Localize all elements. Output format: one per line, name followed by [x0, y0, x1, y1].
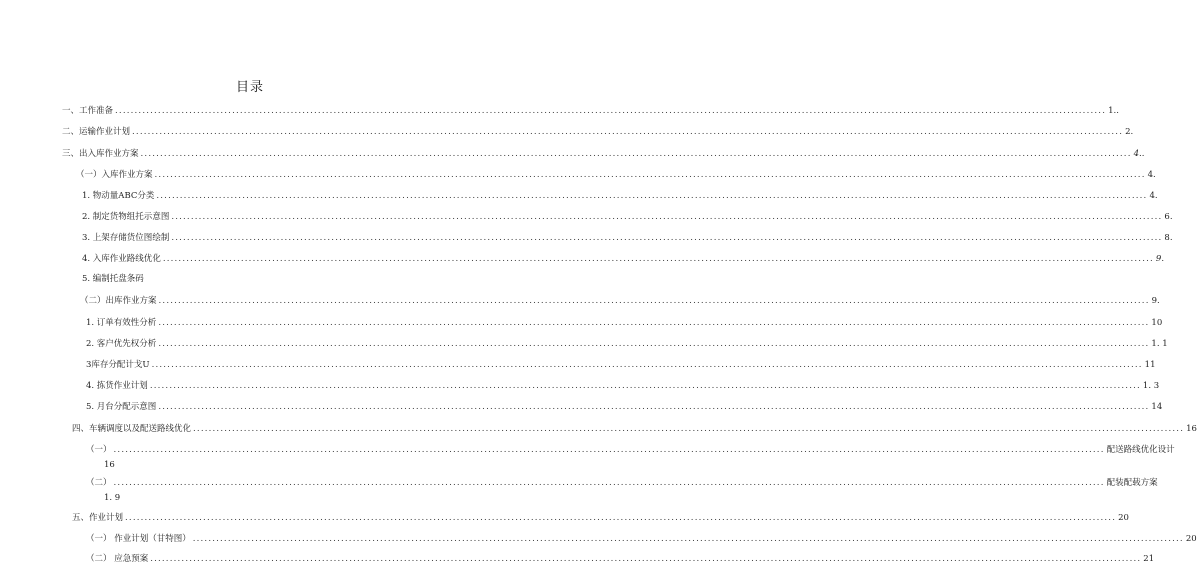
toc-entry-page: 11 [1144, 360, 1156, 370]
toc-entry[interactable] [86, 379, 1160, 393]
toc-entry-page: 1.. [1108, 106, 1119, 116]
toc-entry-label: 5. 月台分配示意图 [86, 402, 157, 412]
toc-entry-label: （一） [86, 445, 112, 455]
dot-leader: .............................................................................................................................................................................................................................................................. [154, 170, 1146, 180]
dot-leader: .............................................................................................................................................................................................................................................................. [113, 478, 1105, 488]
toc-entry-page: 10 [1151, 318, 1163, 328]
toc-entry-page: 21 [1143, 554, 1155, 564]
toc-entry-label: 五、作业计划 [72, 513, 124, 523]
toc-entry-page: 9. [1155, 254, 1165, 264]
toc-entry-title-suffix: 配装配载方案 [1106, 478, 1158, 488]
toc-entry-page: 20 [1185, 534, 1197, 544]
toc-entry[interactable] [72, 511, 1129, 525]
toc-entry-page: 4. [1147, 170, 1156, 180]
toc-entry-label: 四、车辆调度以及配送路线优化 [72, 424, 192, 434]
toc-entry[interactable] [82, 231, 1173, 245]
dot-leader: .............................................................................................................................................................................................................................................................. [162, 254, 1154, 264]
dot-leader: .............................................................................................................................................................................................................................................................. [140, 149, 1132, 159]
dot-leader: .............................................................................................................................................................................................................................................................. [115, 106, 1107, 116]
toc-entry-label: 4. 拣货作业计划 [86, 381, 148, 391]
toc-entry-title-suffix: 配送路线优化设计 [1106, 445, 1175, 455]
toc-entry-label: 4. 入库作业路线优化 [82, 254, 161, 264]
dot-leader: .............................................................................................................................................................................................................................................................. [192, 534, 1184, 544]
toc-entry[interactable] [86, 337, 1168, 351]
toc-entry-page: 1. 9 [104, 493, 121, 503]
dot-leader: .............................................................................................................................................................................................................................................................. [193, 424, 1185, 434]
toc-entry[interactable] [62, 147, 1145, 161]
toc-entry-label: （二）出库作业方案 [80, 296, 157, 306]
toc-entry-label: 2. 制定货物组托示意图 [82, 212, 170, 222]
toc-entry[interactable] [76, 168, 1156, 182]
dot-leader: .............................................................................................................................................................................................................................................................. [158, 339, 1150, 349]
toc-entry-label: 1. 订单有效性分析 [86, 318, 157, 328]
toc-entry-label: 3. 上架存储货位图绘制 [82, 233, 170, 243]
toc-entry[interactable] [86, 552, 1155, 566]
dot-leader: .............................................................................................................................................................................................................................................................. [158, 402, 1150, 412]
toc-entry-label: 三、出入库作业方案 [62, 149, 139, 159]
dot-leader: .............................................................................................................................................................................................................................................................. [158, 318, 1150, 328]
dot-leader: .............................................................................................................................................................................................................................................................. [151, 360, 1143, 370]
toc-entry-page: 16 [1186, 424, 1197, 434]
toc-entry-page: 4. [1149, 191, 1158, 201]
dot-leader: .............................................................................................................................................................................................................................................................. [113, 445, 1105, 455]
dot-leader: .............................................................................................................................................................................................................................................................. [149, 381, 1141, 391]
toc-entry[interactable] [86, 400, 1163, 414]
toc-entry-page: 2. [1125, 127, 1134, 137]
toc-entry-label: 二、运输作业计划 [62, 127, 131, 137]
toc-entry-page: 6. [1164, 212, 1173, 222]
dot-leader: .............................................................................................................................................................................................................................................................. [132, 127, 1124, 137]
dot-leader: .............................................................................................................................................................................................................................................................. [156, 191, 1148, 201]
toc-entry[interactable] [62, 104, 1119, 118]
toc-entry-page: 8. [1164, 233, 1173, 243]
toc-entry-label: 一、工作准备 [62, 106, 114, 116]
toc-entry[interactable] [72, 422, 1197, 436]
toc-entry[interactable] [86, 358, 1156, 372]
toc-entry-page: 20 [1118, 513, 1129, 523]
toc-entry-label: 3库存分配计戈U [86, 360, 150, 370]
toc-entry-label: 2. 客户优先权分析 [86, 339, 157, 349]
toc-entry[interactable] [82, 252, 1165, 266]
toc-entry-page: 9. [1151, 296, 1160, 306]
toc-entry-label: （二） [86, 478, 112, 488]
dot-leader: .............................................................................................................................................................................................................................................................. [171, 233, 1163, 243]
dot-leader: .............................................................................................................................................................................................................................................................. [150, 554, 1142, 564]
toc-entry-page: 1. 3 [1142, 381, 1160, 391]
toc-entry[interactable] [82, 272, 144, 286]
toc-entry[interactable] [86, 443, 1175, 457]
toc-title: 目录 [235, 80, 264, 95]
dot-leader: .............................................................................................................................................................................................................................................................. [171, 212, 1163, 222]
toc-entry-page: 1. 1 [1151, 339, 1168, 349]
toc-entry[interactable] [62, 125, 1134, 139]
toc-entry[interactable] [82, 210, 1173, 224]
dot-leader: .............................................................................................................................................................................................................................................................. [125, 513, 1117, 523]
dot-leader: .............................................................................................................................................................................................................................................................. [158, 296, 1150, 306]
toc-entry-label: （一） 作业计划（甘特图） [86, 534, 191, 544]
toc-entry[interactable] [80, 294, 1160, 308]
toc-entry-page: 14 [1151, 402, 1163, 412]
toc-entry-page: 4.. [1133, 149, 1145, 159]
toc-entry-label: （二） 应急预案 [86, 554, 149, 564]
toc-entry[interactable] [82, 189, 1158, 203]
toc-entry[interactable] [86, 316, 1163, 330]
toc-entry-label: 5. 编制托盘条码 [82, 274, 144, 284]
toc-entry-page: 16 [104, 460, 115, 470]
toc-entry-label: （一）入库作业方案 [76, 170, 153, 180]
toc-entry[interactable] [86, 476, 1158, 490]
toc-entry-label: 1. 物动量ABC分类 [82, 191, 155, 201]
toc-entry[interactable] [86, 532, 1197, 546]
